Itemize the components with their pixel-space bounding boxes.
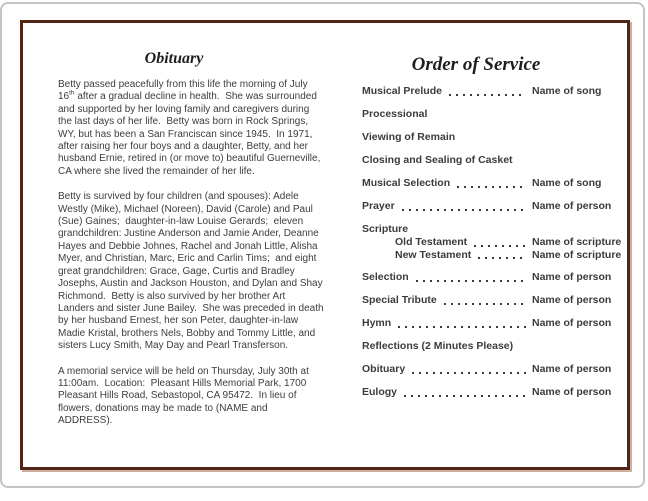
service-item-obituary xyxy=(362,363,620,376)
service-item-processional xyxy=(362,108,620,121)
service-item-label: Prayer xyxy=(362,200,395,212)
service-item-value: Name of person xyxy=(532,363,612,375)
order-of-service-list xyxy=(362,85,620,399)
image-frame xyxy=(0,2,645,488)
service-item-selection xyxy=(362,271,620,284)
dot-leader xyxy=(449,94,526,96)
dot-leader xyxy=(457,186,526,188)
service-item-label: Hymn xyxy=(362,317,392,329)
service-item-label: Viewing of Remain xyxy=(362,131,456,143)
service-item-label: Selection xyxy=(362,271,409,283)
service-item-eulogy xyxy=(362,386,620,399)
service-item-musical-prelude xyxy=(362,85,620,98)
service-item-value: Name of scripture xyxy=(532,236,622,248)
service-item-label: Closing and Sealing of Casket xyxy=(362,154,513,166)
dot-leader xyxy=(474,245,526,247)
dot-leader xyxy=(398,326,526,328)
service-item-viewing-of-remain xyxy=(362,131,620,144)
obituary-paragraph-2: Betty is survived by four children (and spouses): Adele Westly (Mike), Michael (Noreen), David (Carole) and Paul (Sue) Gaines; daughter-in-law Louise Gerards; eleven grandchildren: Justine Anderson and Jamie Ander, Deanne Hayes and Debbie Johnes, Rachel and Jonah Little, Alisha Myer, and Christian, Marc, Eric and Carlin Tims; and eight great grandchildren: Grace, Gage, Curtis and Bradley Josephs, Austin and Jackson Houston, and Dylan and Shay Richmond. Betty is also survived by her brother Art Landers and sister June Bailey. She was preceded in death by her husband Ernest, her son Peter, daughter-in-law Madie Kristal, brothers Nels, Bobby and Tommy Little, and sisters Lucy Smith, May Day and Pearl Transferson. xyxy=(58,191,327,352)
service-item-label: Special Tribute xyxy=(362,294,437,306)
service-item-label: Scripture xyxy=(362,223,409,235)
order-of-service-title: Order of Service xyxy=(411,54,541,75)
service-item-value: Name of scripture xyxy=(532,248,622,261)
service-item-prayer xyxy=(362,200,620,213)
obituary-paragraph-1-start: Betty passed peacefully from this life the morning of July 16 xyxy=(58,79,311,103)
service-item-label: Old Testament xyxy=(395,236,468,248)
service-subitem-old-testament xyxy=(362,236,620,249)
service-item-value: Name of person xyxy=(532,200,612,212)
dot-leader xyxy=(412,372,526,374)
service-item-closing-and-sealing xyxy=(362,154,620,167)
service-item-label: New Testament xyxy=(395,248,472,261)
order-of-service-panel xyxy=(325,23,627,467)
service-item-label: Musical Selection xyxy=(362,177,451,189)
service-item-special-tribute xyxy=(362,294,620,307)
service-item-label: Processional xyxy=(362,108,428,120)
scripture-subitems xyxy=(362,236,620,261)
service-item-label: Obituary xyxy=(362,363,406,375)
dot-leader xyxy=(478,257,526,259)
service-item-value: Name of song xyxy=(532,85,602,97)
service-item-label: Eulogy xyxy=(362,386,398,398)
service-subitem-new-testament xyxy=(362,249,620,262)
obituary-paragraph-1 xyxy=(58,79,324,178)
service-item-value: Name of person xyxy=(532,386,612,398)
service-item-label: Musical Prelude xyxy=(362,85,442,97)
obituary-text xyxy=(58,79,327,428)
dot-leader xyxy=(416,280,526,282)
service-item-musical-selection xyxy=(362,177,620,190)
dot-leader xyxy=(402,209,526,211)
dot-leader xyxy=(404,395,526,397)
service-item-value: Name of person xyxy=(532,271,612,283)
brochure-border xyxy=(20,20,630,470)
obituary-paragraph-1-rest: after a gradual decline in health. She was surrounded and supported by her loving family and caregivers during the last days of her life. Betty was born in Rock Springs, WY, but has been a San Franciscan since 1945. In 1971, after raising her four boys and a daughter, Betty, and her husband Ernie, retired in (or move to) beautiful Guerneville, CA where she lived the remainder of her life. xyxy=(58,91,324,177)
obituary-title: Obituary xyxy=(144,50,204,67)
service-item-value: Name of person xyxy=(532,294,612,306)
service-item-label: Reflections (2 Minutes Please) xyxy=(362,340,514,352)
service-item-value: Name of song xyxy=(532,177,602,189)
obituary-paragraph-3: A memorial service will be held on Thursday, July 30th at 11:00am. Location: Pleasant Hills Memorial Park, 1700 Pleasant Hills Road, Sebastopol, CA 95472. In lieu of flowers, donations may be made to (NAME and ADDRESS). xyxy=(58,365,312,427)
obituary-panel xyxy=(23,23,325,467)
ordinal-superscript: th xyxy=(69,90,75,98)
dot-leader xyxy=(444,303,526,305)
service-item-hymn xyxy=(362,317,620,330)
service-item-scripture xyxy=(362,223,620,236)
service-item-value: Name of person xyxy=(532,317,612,329)
service-item-reflections xyxy=(362,340,620,353)
